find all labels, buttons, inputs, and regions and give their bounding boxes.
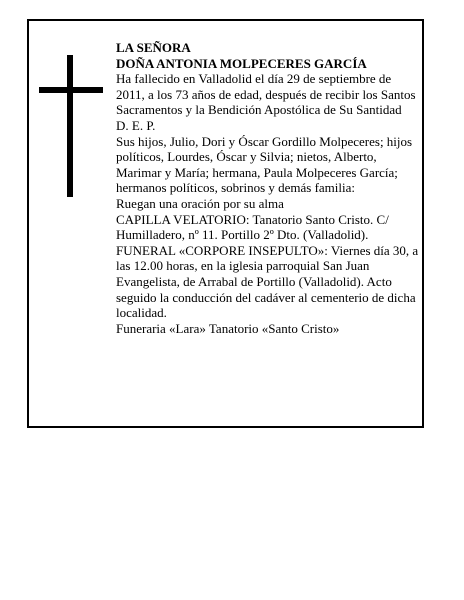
cross-icon	[39, 55, 103, 197]
rest-in-peace: D. E. P.	[116, 117, 156, 133]
chapel-info: CAPILLA VELATORIO: Tanatorio Santo Cristo. C/ Humilladero, nº 11. Portillo 2º Dto. (Valladolid).	[116, 211, 389, 243]
obituary-notice	[27, 19, 424, 428]
deceased-name: DOÑA ANTONIA MOLPECERES GARCÍA	[116, 55, 367, 71]
prayer-request: Ruegan una oración por su alma	[116, 195, 284, 211]
notice-heading: LA SEÑORA	[116, 40, 191, 55]
death-announcement: Ha fallecido en Valladolid el día 29 de septiembre de 2011, a los 73 años de edad, después de recibir los Santos Sacramentos y la Bendición Apostólica de Su Santidad	[116, 71, 416, 118]
funeral-info: FUNERAL «CORPORE INSEPULTO»: Viernes día 30, a las 12.00 horas, en la iglesia parroquial San Juan Evangelista, de Arrabal de Portillo (Valladolid). Acto seguido la conducción del cadáver al cementerio de dicha localidad.	[116, 242, 419, 321]
family-list: Sus hijos, Julio, Dori y Óscar Gordillo Molpeceres; hijos políticos, Lourdes, Óscar y Silvia; nietos, Alberto, Marimar y María; hermana, Paula Molpeceres García; hermanos políticos, sobrinos y demás familia:	[116, 133, 413, 196]
cross-horizontal-bar	[39, 87, 103, 93]
notice-text	[116, 40, 422, 336]
funeral-home: Funeraria «Lara» Tanatorio «Santo Cristo»	[116, 320, 340, 336]
cross-vertical-bar	[67, 55, 73, 197]
